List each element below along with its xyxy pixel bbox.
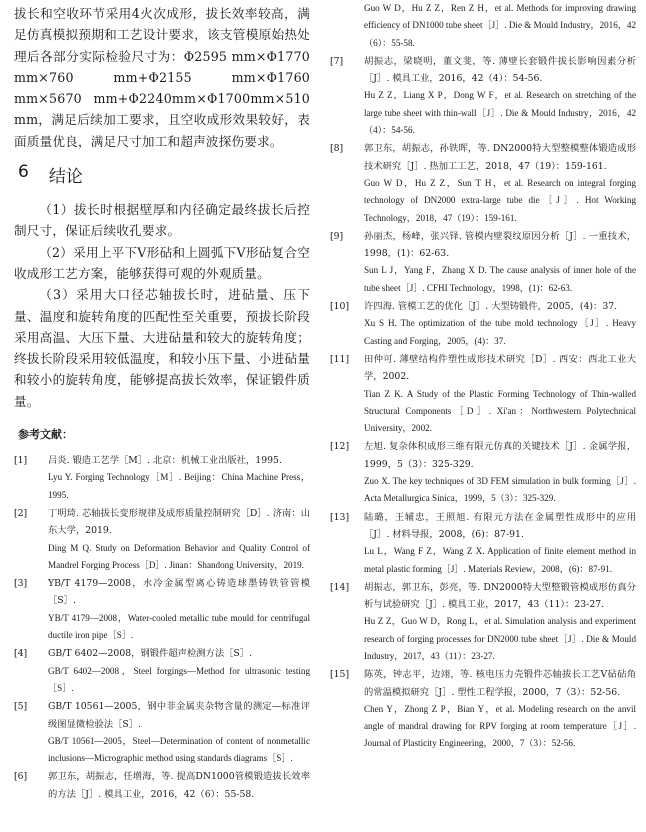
conclusion-paragraph: （3）采用大口径芯轴拔长时，进砧量、压下量、温度和旋转角度的匹配性至关重要，预拔长阶段采用高温、大压下量、大进砧量和较大的旋转角度；终拔长阶段采用较低温度，和较小压下量、小进砧量和较小的旋转角度，能够提高拔长效率，保证锻件质量。 — [14, 287, 310, 409]
reference-entry — [330, 140, 636, 226]
reference-chinese: 陈英，钟志平，边翊，等. 核电压力壳锻件芯轴拔长工艺V砧砧角的常温模拟研究［J］. 塑性工程学报，2000，7（3）：52-56. — [364, 669, 636, 698]
references-title: 参考文献： — [18, 428, 73, 442]
reference-chinese: 许四海. 管模工艺的优化［J］. 大型铸锻件，2005，(4)：37. — [364, 301, 618, 313]
reference-english: GB/T 6402—2008，Steel forgings—Method for ultrasonic testing［S］. — [48, 665, 310, 693]
reference-chinese: 田仲可. 薄壁结构件塑性成形技术研究［D］. 西安：西北工业大学，2002. — [364, 353, 636, 383]
reference-entry — [330, 53, 636, 139]
reference-english: Tian Z K. A Study of the Plastic Forming Technology of Thin-walled Structural Components［D］. Xi'an：Northwestern Polytechnical University，2002. — [364, 388, 636, 434]
reference-continuation — [330, 0, 636, 52]
section-heading — [18, 162, 310, 187]
conclusion-paragraph: （2）采用上平下V形砧和上圆弧下V形砧复合空收成形工艺方案，能够获得可观的外观质量。 — [14, 244, 310, 281]
left-column — [14, 0, 310, 804]
reference-entry — [14, 768, 310, 803]
reference-number: [9] — [330, 230, 344, 242]
reference-number: [12] — [330, 441, 350, 453]
reference-entry — [330, 351, 636, 437]
reference-english: Guo W D，Hu Z Z，Ren Z H，et al. Methods for improving drawing efficiency of DN1000 tube sheet［J］. Die & Mould Industry，2016，42（6）：55-58. — [364, 3, 636, 48]
reference-entry — [330, 666, 636, 752]
intro-paragraph: 拔长和空收环节采用4火次成形，拔长效率较高，满足仿真模拟预期和工艺设计要求，该支管模原始热处理后各部分实际检验尺寸为：Φ2595 mm×Φ1770 mm×760 mm+Φ2155 mm×Φ1760 mm×5670 mm+Φ2240mm×Φ1700mm×510 mm，满足后续加工要求，且空收成形效果较好，表面质量优良，满足尺寸加工和超声波探伤要求。 — [14, 6, 310, 149]
reference-chinese: 吕炎. 锻造工艺学［M］. 北京：机械工业出版社，1995. — [48, 455, 282, 467]
reference-entry — [14, 575, 310, 644]
reference-chinese: GB/T 6402—2008，钢锻件超声检测方法［S］. — [48, 648, 253, 660]
reference-chinese: 孙丽杰，杨峰，张兴铎. 管模内壁裂纹原因分析［J］. 一重技术，1998，(1)：62-63. — [364, 230, 636, 260]
reference-chinese: 郭卫东，胡振志，孙铁晖，等. DN2000特大型整模整体锻造成形技术研究［J］. 热加工工艺，2018，47（19）：159-161. — [364, 143, 636, 172]
reference-english: Zuo X. The key techniques of 3D FEM simulation in bulk forming［J］. Acta Metallurgica Sinica，1999，5（3）：325-329. — [364, 476, 636, 504]
reference-entry — [330, 438, 636, 507]
reference-number: [4] — [14, 648, 28, 660]
conclusion-paragraph: （1）拔长时根据壁厚和内径确定最终拔长后控制尺寸，保证后续收孔要求。 — [14, 202, 310, 239]
reference-chinese: YB/T 4179—2008，水冷金属型离心铸造球墨铸铁管管模［S］. — [48, 578, 310, 607]
reference-entry — [14, 645, 310, 697]
reference-english: Ding M Q. Study on Deformation Behavior and Quality Control of Mandrel Forging Process［D］. Jinan：Shandong University，2019. — [48, 542, 310, 570]
reference-number: [8] — [330, 143, 344, 155]
section-title: 结论 — [48, 167, 83, 188]
reference-chinese: 丁明琦. 芯轴拔长变形规律及成形质量控制研究［D］. 济南：山东大学，2019. — [48, 507, 310, 537]
reference-english: Xu S H. The optimization of the tube mold technology［J］. Heavy Casting and Forging，2005，(4)：37. — [364, 318, 636, 346]
reference-english: YB/T 4179—2008，Water-cooled metallic tube mould for centrifugal ductile iron pipe［S］. — [48, 612, 310, 641]
reference-entry — [330, 579, 636, 665]
reference-number: [2] — [14, 507, 28, 519]
right-column — [330, 0, 636, 754]
reference-english: Sun L J，Yang F，Zhang X D. The cause analysis of inner hole of the tube sheet［J］. CFHI Technology，1998，(1)：62-63. — [364, 265, 636, 293]
reference-english: GB/T 10561—2005，Steel—Determination of content of nonmetallic inclusions—Micrographic method using standards diagrams［S］. — [48, 735, 310, 764]
reference-english: Chen Y，Zhong Z P，Bian Y，et al. Modeling research on the anvil angle of mandral drawing for RPV forging at room temperature［J］. Journal of Plasticity Engineering，2000，7（3）：52-56. — [364, 703, 636, 749]
reference-number: [15] — [330, 669, 350, 681]
reference-english: Lu L，Wang F Z，Wang Z X. Application of finite element method in metal plastic forming［J］. Materials Review，2008，(6)：87-91. — [364, 546, 636, 574]
reference-chinese: 胡振志，梁晓明，董文斐，等. 薄壁长套锻件拔长影响因素分析［J］. 模具工业，2016，42（4）：54-56. — [364, 55, 636, 85]
reference-entry — [330, 509, 636, 578]
reference-chinese: 胡振志，郭卫东，彭亮，等. DN2000特大型整锻管模成形仿真分析与试验研究［J］. 模具工业，2017，43（11）：23-27. — [364, 581, 636, 611]
reference-number: [14] — [330, 581, 350, 593]
reference-number: [10] — [330, 301, 350, 313]
reference-entry — [14, 505, 310, 574]
section-number: 6 — [18, 162, 29, 183]
reference-english: Hu Z Z，Guo W D，Rong L，et al. Simulation analysis and experiment research of forging processes for DN2000 tube sheet［J］. Die & Mould Industry，2017，43（11）：23-27. — [364, 616, 636, 661]
reference-entry — [14, 452, 310, 504]
reference-number: [11] — [330, 353, 350, 365]
reference-entry — [330, 298, 636, 350]
reference-chinese: 陆璐，王辅忠，王照旭. 有限元方法在金属塑性成形中的应用［J］. 材料导报，2008，(6)：87-91. — [364, 511, 636, 540]
reference-number: [3] — [14, 578, 28, 590]
reference-number: [1] — [14, 455, 28, 467]
reference-number: [6] — [14, 771, 28, 783]
reference-english: Lyu Y. Forging Technology［M］. Beijing：China Machine Press，1995. — [48, 472, 310, 500]
reference-entry — [330, 228, 636, 297]
reference-english: Hu Z Z，Liang X P，Dong W F，et al. Research on stretching of the large tube sheet with thin-wall［J］. Die & Mould Industry，2016，42（4）：54-56. — [364, 90, 636, 136]
reference-entry — [14, 698, 310, 767]
reference-chinese: 郭卫东，胡振志，任增海，等. 提高DN1000管模锻造拔长效率的方法［J］. 模具工业，2016，42（6）：55-58. — [48, 771, 310, 800]
reference-english: Guo W D，Hu Z Z，Sun T H，et al. Research on integral forging technology of DN2000 extra-large tube die［J］. Hot Working Technology，2018，47（19）：159-161. — [364, 177, 636, 223]
reference-number: [13] — [330, 511, 350, 523]
reference-chinese: GB/T 10561—2005，钢中非金属夹杂物含量的测定—标准评级图显微检验法［S］. — [48, 701, 310, 730]
reference-number: [5] — [14, 701, 28, 713]
reference-number: [7] — [330, 55, 344, 67]
reference-chinese: 左旭. 复杂体积成形三维有限元仿真的关键技术［J］. 金属学报，1999，5（3）：325-329. — [364, 441, 636, 470]
